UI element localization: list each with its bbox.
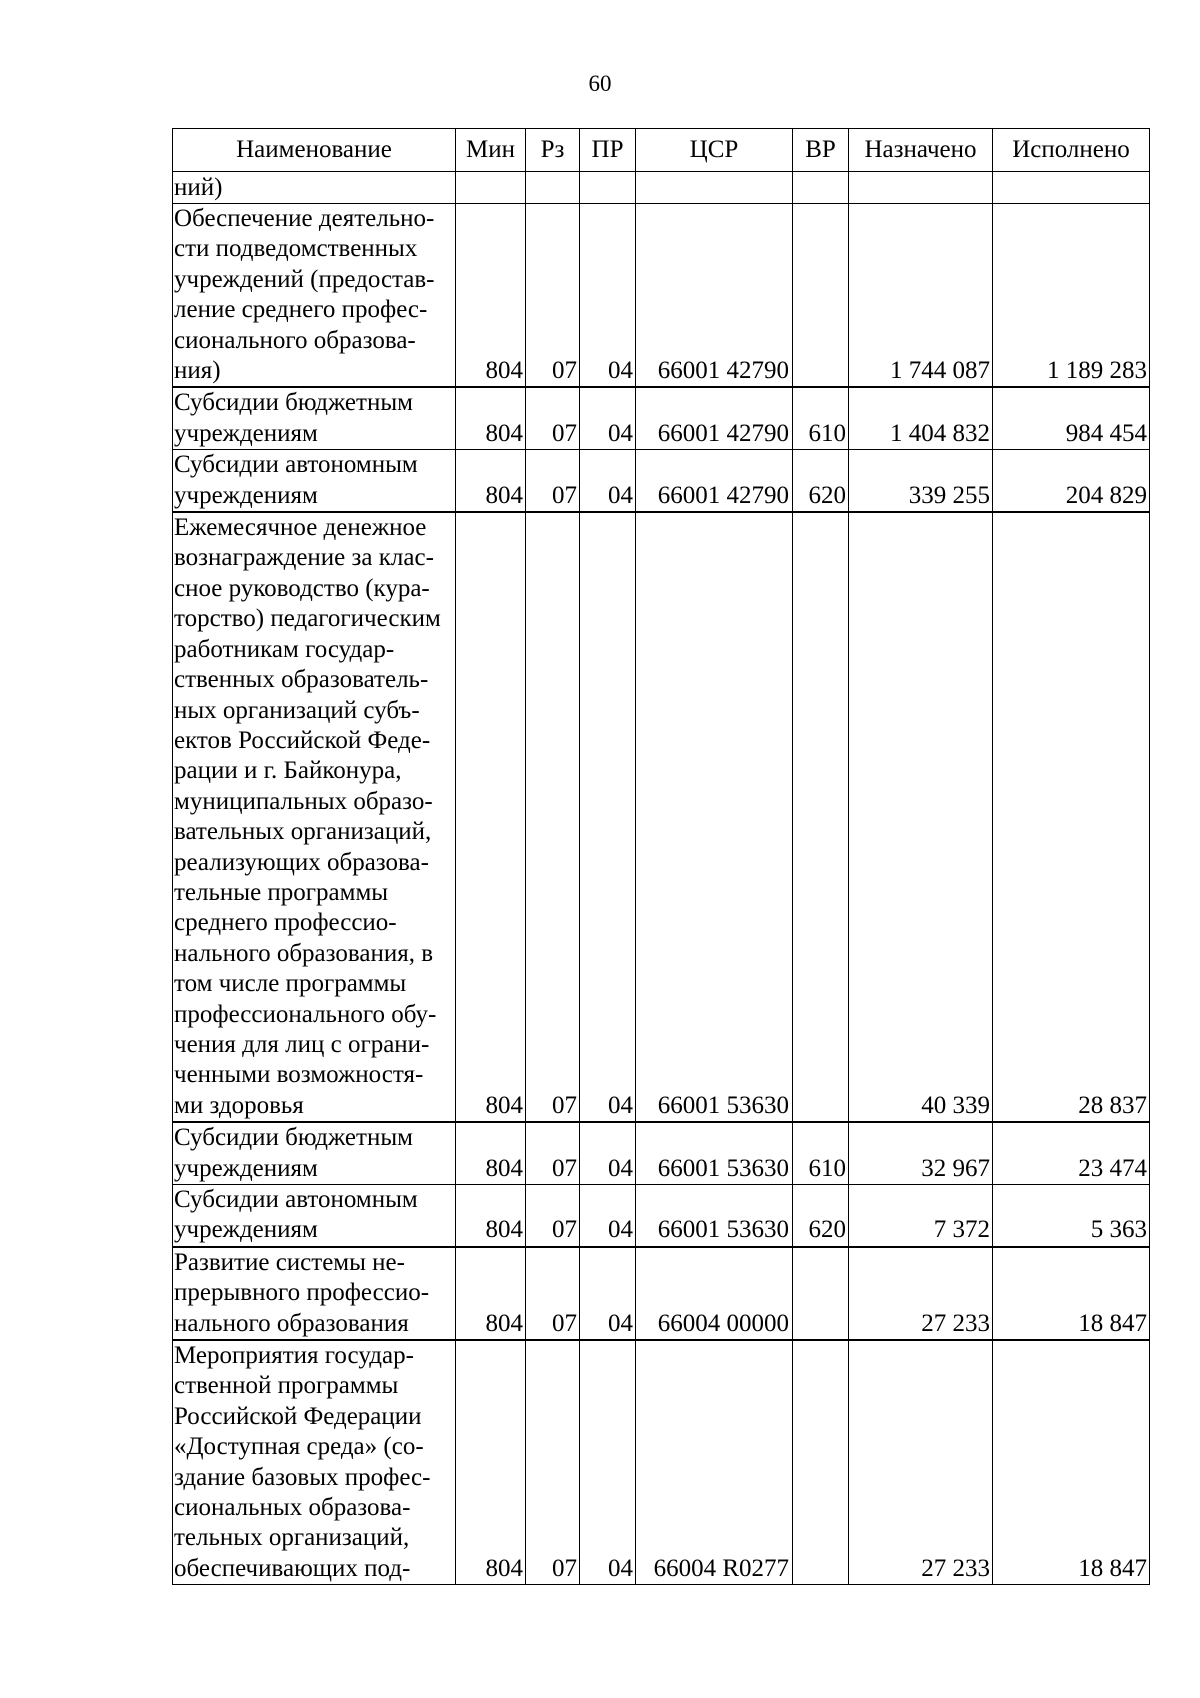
cell-min — [456, 172, 526, 204]
cell-name-line: том числе программы — [174, 970, 407, 998]
cell-name-line: вознаграждение за клас- — [174, 544, 434, 572]
cell-rz — [526, 172, 580, 204]
cell-min: 804 — [456, 204, 526, 388]
cell-name-line: сиональных образова- — [174, 1494, 411, 1522]
cell-csr — [636, 172, 793, 204]
cell-vr: 620 — [793, 1185, 849, 1247]
cell-csr: 66004 00000 — [636, 1247, 793, 1340]
cell-name-line: рации и г. Байконура, — [174, 757, 402, 785]
cell-rz: 07 — [526, 450, 580, 512]
cell-executed: 23 474 — [993, 1122, 1150, 1184]
cell-name-line: учреждений (предостав- — [174, 265, 435, 293]
cell-name-line: ных организаций субъ- — [174, 696, 420, 724]
cell-assigned — [849, 172, 993, 204]
cell-assigned: 1 404 832 — [849, 387, 993, 449]
cell-name-line: ектов Российской Феде- — [174, 726, 431, 754]
cell-min: 804 — [456, 387, 526, 449]
col-header-min: Мин — [456, 129, 526, 172]
cell-name-line: здание базовых профес- — [174, 1463, 431, 1491]
cell-csr: 66001 53630 — [636, 512, 793, 1122]
cell-pr — [580, 172, 636, 204]
cell-pr: 04 — [580, 204, 636, 388]
cell-min: 804 — [456, 1340, 526, 1585]
cell-rz: 07 — [526, 1122, 580, 1184]
cell-pr: 04 — [580, 512, 636, 1122]
cell-name-line: вательных организаций, — [174, 818, 432, 846]
cell-name-line: сионального образова- — [174, 326, 416, 354]
cell-rz: 07 — [526, 1185, 580, 1247]
cell-executed: 984 454 — [993, 387, 1150, 449]
cell-name — [173, 387, 456, 449]
cell-min: 804 — [456, 1247, 526, 1340]
col-header-csr: ЦСР — [636, 129, 793, 172]
cell-name-line: Обеспечение деятельно- — [174, 205, 435, 232]
cell-assigned: 32 967 — [849, 1122, 993, 1184]
cell-name-line: учреждениям — [174, 1216, 318, 1244]
cell-name-line: прерывного профессио- — [174, 1279, 430, 1307]
cell-name-line: Субсидии автономным — [174, 1186, 418, 1213]
cell-name-line: тельных организаций, — [174, 1524, 410, 1552]
cell-rz: 07 — [526, 1340, 580, 1585]
cell-name-line: ми здоровья — [174, 1091, 304, 1119]
cell-csr: 66001 53630 — [636, 1122, 793, 1184]
cell-name-line: тельные программы — [174, 878, 389, 906]
cell-name — [173, 1340, 456, 1585]
cell-pr: 04 — [580, 387, 636, 449]
cell-executed: 18 847 — [993, 1247, 1150, 1340]
cell-name — [173, 1122, 456, 1184]
cell-name-line: учреждениям — [174, 1154, 318, 1182]
cell-name-line: Ежемесячное денежное — [174, 514, 427, 542]
cell-assigned: 40 339 — [849, 512, 993, 1122]
cell-name — [173, 172, 456, 204]
cell-name-line: ния) — [174, 357, 221, 385]
cell-executed: 204 829 — [993, 450, 1150, 512]
cell-name-line: реализующих образова- — [174, 848, 429, 876]
cell-vr — [793, 1247, 849, 1340]
cell-vr: 620 — [793, 450, 849, 512]
col-header-rz: Рз — [526, 129, 580, 172]
table-body — [173, 172, 1150, 1585]
cell-min: 804 — [456, 1185, 526, 1247]
cell-executed — [993, 172, 1150, 204]
cell-name-line: чения для лиц с ограни- — [174, 1030, 430, 1058]
table-row — [173, 172, 1150, 204]
cell-name — [173, 204, 456, 388]
cell-rz: 07 — [526, 204, 580, 388]
cell-name-line: Субсидии бюджетным — [174, 389, 413, 417]
cell-executed: 28 837 — [993, 512, 1150, 1122]
cell-pr: 04 — [580, 1185, 636, 1247]
cell-pr: 04 — [580, 450, 636, 512]
table-row — [173, 1340, 1150, 1585]
col-header-pr: ПР — [580, 129, 636, 172]
cell-vr — [793, 204, 849, 388]
cell-name-line: муниципальных образо- — [174, 787, 433, 815]
page-number: 60 — [588, 71, 612, 96]
cell-vr: 610 — [793, 1122, 849, 1184]
cell-assigned: 339 255 — [849, 450, 993, 512]
budget-table — [172, 128, 1150, 1585]
cell-name-line: работникам государ- — [174, 635, 395, 663]
cell-name-line: профессионального обу- — [174, 1000, 437, 1028]
cell-vr — [793, 1340, 849, 1585]
cell-min: 804 — [456, 512, 526, 1122]
cell-assigned: 7 372 — [849, 1185, 993, 1247]
cell-vr: 610 — [793, 387, 849, 449]
cell-name-line: Развитие системы не- — [174, 1248, 405, 1276]
cell-name-line: Мероприятия государ- — [174, 1342, 414, 1370]
cell-name — [173, 1247, 456, 1340]
cell-vr — [793, 172, 849, 204]
cell-vr — [793, 512, 849, 1122]
cell-pr: 04 — [580, 1122, 636, 1184]
cell-name-line: Российской Федерации — [174, 1402, 422, 1430]
cell-csr: 66001 42790 — [636, 387, 793, 449]
col-header-assigned: Назначено — [849, 129, 993, 172]
cell-csr: 66001 42790 — [636, 450, 793, 512]
cell-name-line: обеспечивающих под- — [174, 1554, 411, 1582]
cell-name-line: ственных образователь- — [174, 666, 429, 694]
cell-min: 804 — [456, 1122, 526, 1184]
cell-name — [173, 512, 456, 1122]
cell-name-line: ний) — [174, 173, 223, 201]
cell-name-line: «Доступная среда» (со- — [174, 1433, 424, 1461]
col-header-name: Наименование — [173, 129, 456, 172]
cell-name-line: нального образования — [174, 1309, 409, 1337]
table-row — [173, 1122, 1150, 1184]
cell-assigned: 27 233 — [849, 1340, 993, 1585]
cell-assigned: 1 744 087 — [849, 204, 993, 388]
cell-executed: 5 363 — [993, 1185, 1150, 1247]
table-row — [173, 387, 1150, 449]
cell-name-line: Субсидии автономным — [174, 451, 418, 479]
table-row — [173, 512, 1150, 1122]
cell-name-line: торство) педагогическим — [174, 605, 441, 633]
col-header-vr: ВР — [793, 129, 849, 172]
table-row — [173, 1185, 1150, 1247]
cell-name-line: ченными возможностя- — [174, 1061, 424, 1089]
cell-assigned: 27 233 — [849, 1247, 993, 1340]
table-row — [173, 450, 1150, 512]
cell-executed: 1 189 283 — [993, 204, 1150, 388]
table-row — [173, 204, 1150, 388]
cell-name-line: ственной программы — [174, 1372, 399, 1400]
cell-pr: 04 — [580, 1340, 636, 1585]
cell-csr: 66004 R0277 — [636, 1340, 793, 1585]
cell-rz: 07 — [526, 387, 580, 449]
cell-name-line: среднего профессио- — [174, 909, 397, 937]
cell-pr: 04 — [580, 1247, 636, 1340]
cell-name-line: учреждениям — [174, 481, 318, 509]
cell-name-line: нального образования, в — [174, 939, 434, 967]
table-header-row — [173, 129, 1150, 172]
cell-rz: 07 — [526, 512, 580, 1122]
cell-name — [173, 1185, 456, 1247]
cell-name-line: сти подведомственных — [174, 235, 418, 263]
cell-name-line: учреждениям — [174, 419, 318, 447]
cell-name-line: сное руководство (кура- — [174, 574, 430, 602]
cell-csr: 66001 42790 — [636, 204, 793, 388]
cell-min: 804 — [456, 450, 526, 512]
cell-rz: 07 — [526, 1247, 580, 1340]
cell-name-line: ление среднего профес- — [174, 296, 428, 324]
cell-csr: 66001 53630 — [636, 1185, 793, 1247]
cell-executed: 18 847 — [993, 1340, 1150, 1585]
col-header-executed: Исполнено — [993, 129, 1150, 172]
cell-name — [173, 450, 456, 512]
table-row — [173, 1247, 1150, 1340]
cell-name-line: Субсидии бюджетным — [174, 1124, 413, 1152]
